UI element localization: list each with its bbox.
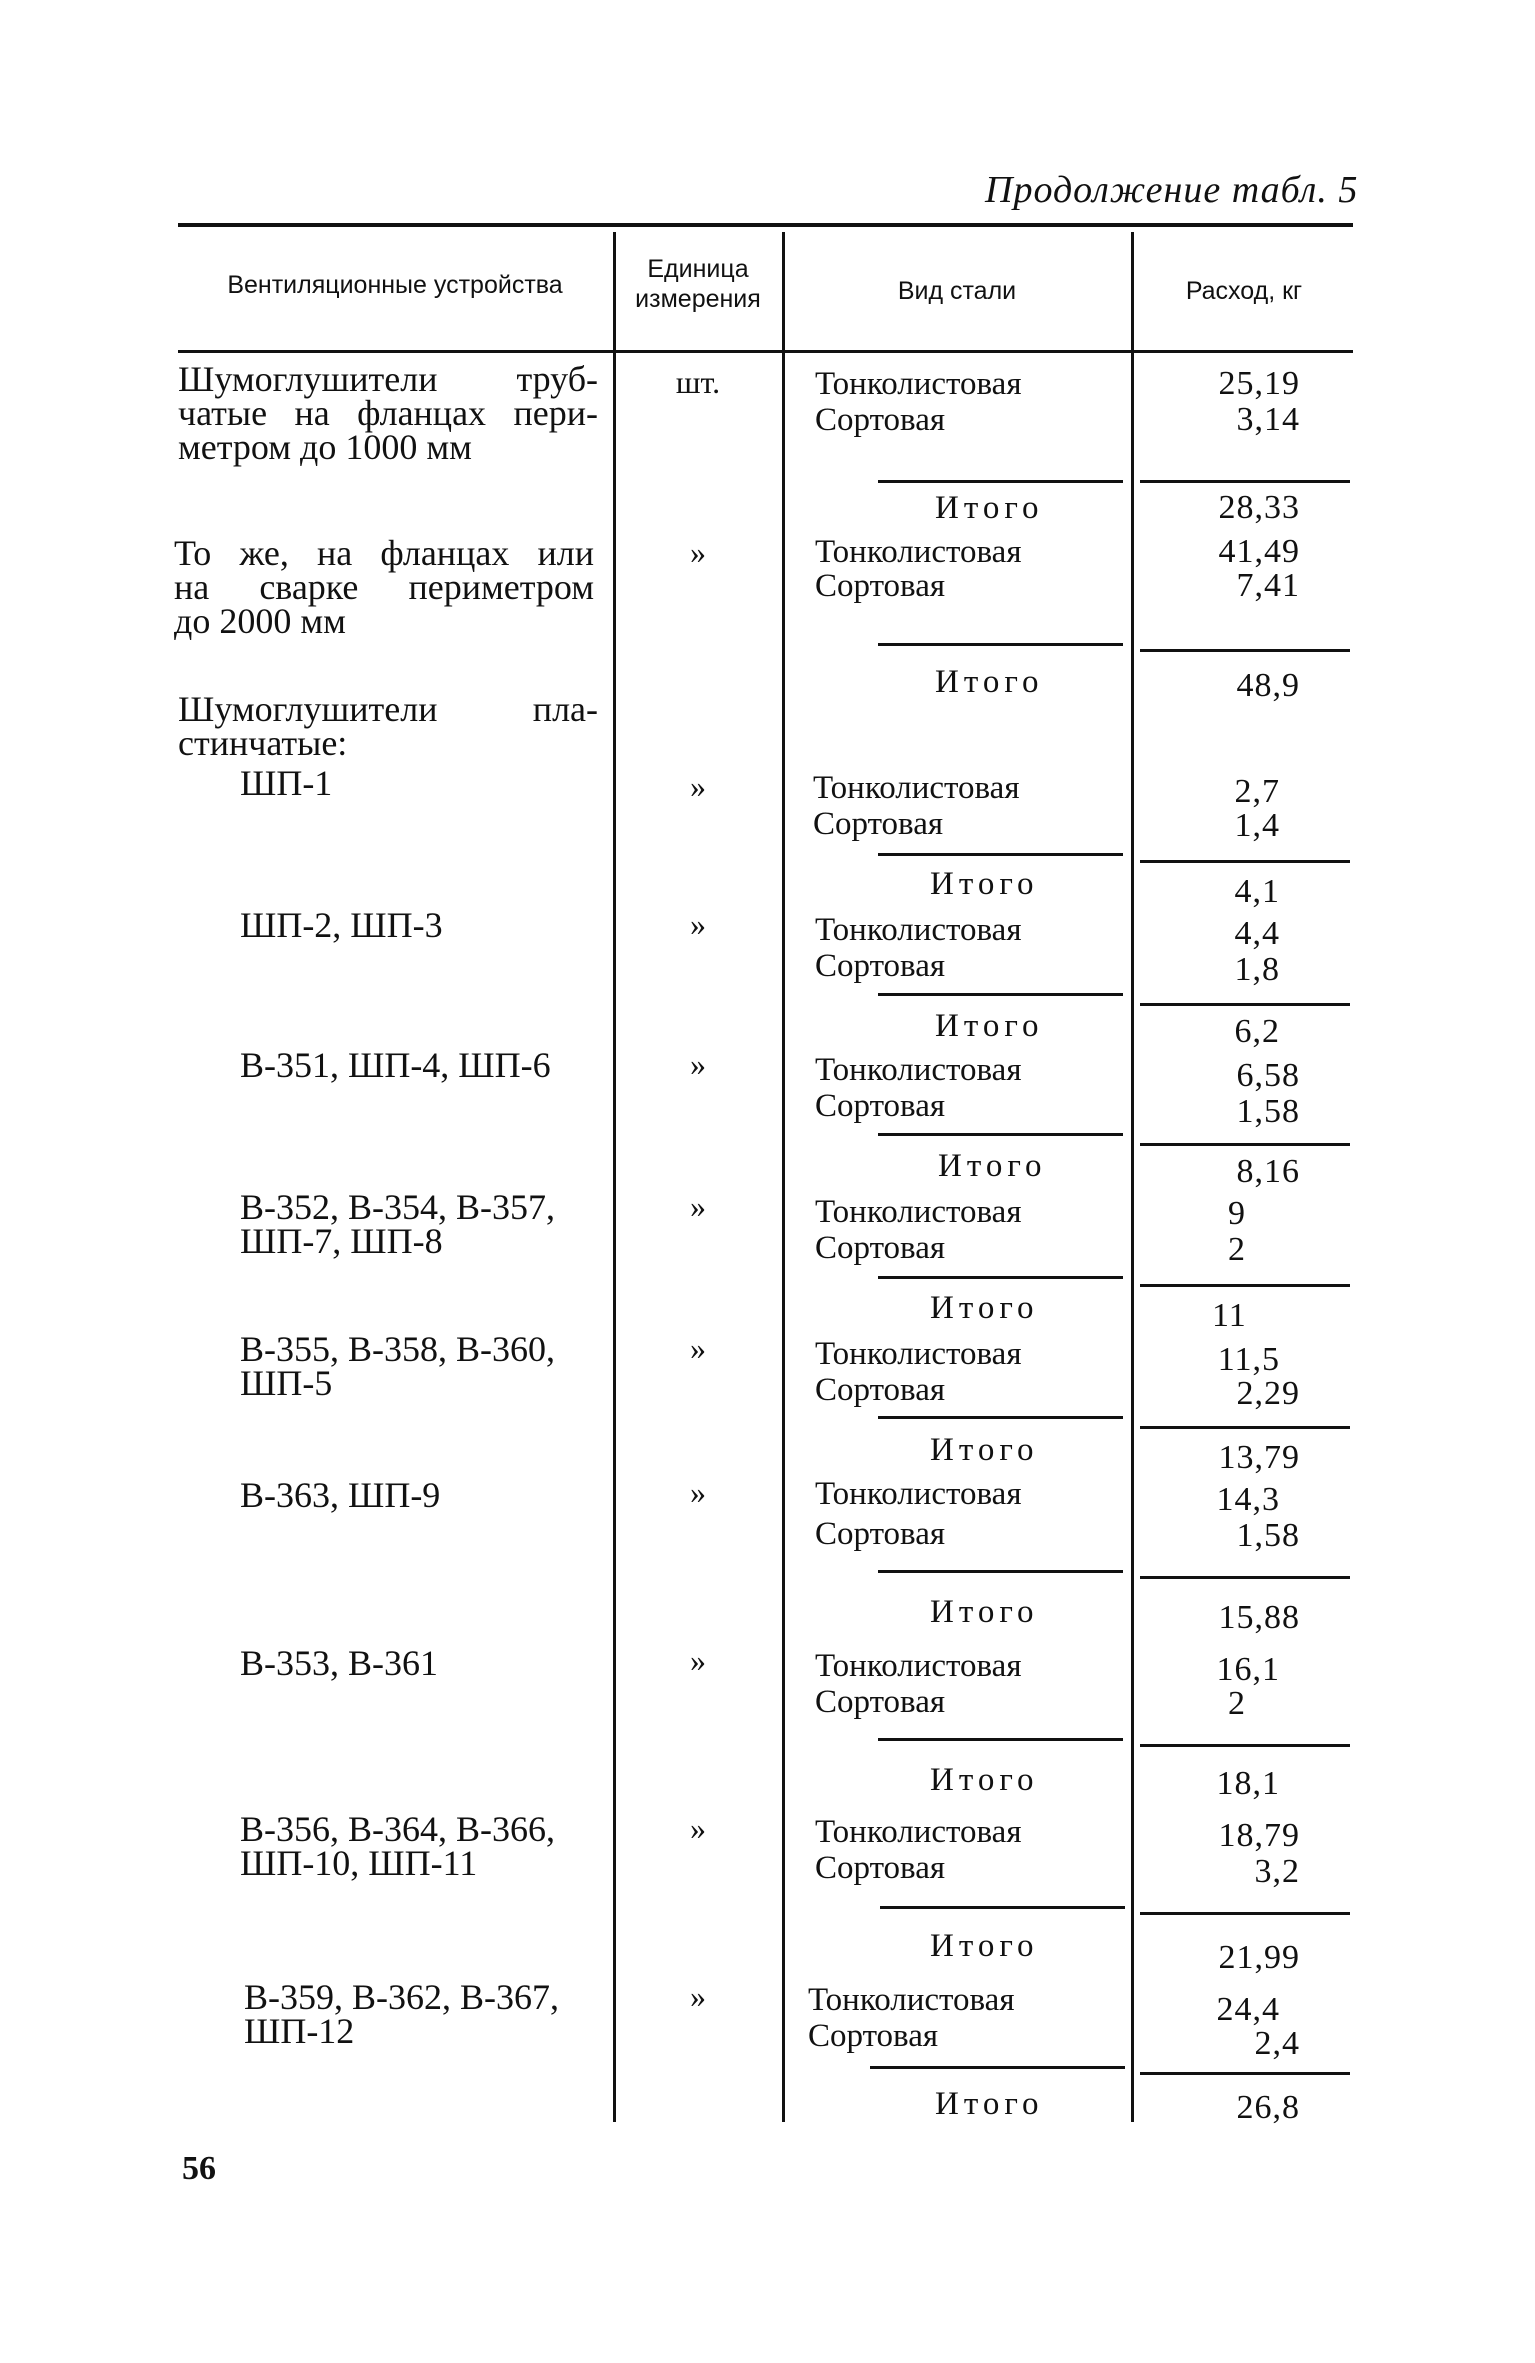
subtotal-rule xyxy=(1140,480,1350,483)
column-divider-1 xyxy=(613,232,616,2122)
steel-type: Сортовая xyxy=(815,1516,946,1552)
column-divider-3 xyxy=(1131,232,1134,2122)
subtotal-rule xyxy=(878,1570,1123,1573)
consumption-value: 1,58 xyxy=(1236,1517,1300,1554)
consumption-value: 4,4 xyxy=(1234,915,1280,952)
total-value: 21,99 xyxy=(1218,1939,1300,1976)
header-device: Вентиляционные устройства xyxy=(227,271,563,299)
total-value: 11 xyxy=(1212,1297,1247,1334)
steel-type: Сортовая xyxy=(815,1850,946,1886)
device-line: ШП-2, ШП-3 xyxy=(240,905,443,945)
unit-cell: » xyxy=(690,1330,706,1366)
total-value: 15,88 xyxy=(1218,1599,1300,1636)
steel-type: Тонколистовая xyxy=(815,1194,1022,1230)
unit-cell: » xyxy=(690,1188,706,1224)
total-label: Итого xyxy=(938,1148,1047,1184)
consumption-value: 7,41 xyxy=(1236,567,1300,604)
subtotal-rule xyxy=(878,1738,1123,1741)
header-unit xyxy=(616,254,780,314)
total-value: 18,1 xyxy=(1216,1765,1280,1802)
device-line: В-355, В-358, В-360, xyxy=(240,1329,555,1369)
steel-type: Тонколистовая xyxy=(815,534,1022,570)
steel-type: Сортовая xyxy=(815,1230,946,1266)
total-value: 48,9 xyxy=(1236,667,1300,704)
device-name xyxy=(244,1977,559,2051)
subtotal-rule xyxy=(878,1276,1123,1279)
device-line: чатые на фланцах пери- xyxy=(178,393,598,433)
steel-type: Тонколистовая xyxy=(815,1336,1022,1372)
consumption-value: 3,2 xyxy=(1254,1853,1300,1890)
steel-type: Сортовая xyxy=(815,1684,946,1720)
header-bottom-rule xyxy=(178,350,1353,353)
steel-type: Сортовая xyxy=(815,1372,946,1408)
consumption-value: 6,58 xyxy=(1236,1057,1300,1094)
device-line: ШП-1 xyxy=(240,763,333,803)
plate-silencers-heading xyxy=(178,689,598,763)
unit-cell: » xyxy=(690,1810,706,1846)
consumption-value: 1,4 xyxy=(1234,807,1280,844)
steel-type: Тонколистовая xyxy=(815,1052,1022,1088)
subtotal-rule xyxy=(878,1133,1123,1136)
total-label: Итого xyxy=(930,1928,1039,1964)
total-value: 4,1 xyxy=(1234,873,1280,910)
steel-type: Тонколистовая xyxy=(815,366,1022,402)
consumption-value: 3,14 xyxy=(1236,401,1300,438)
total-label: Итого xyxy=(935,2086,1044,2122)
device-name xyxy=(174,533,594,641)
total-label: Итого xyxy=(935,1008,1044,1044)
consumption-value: 2,7 xyxy=(1234,773,1280,810)
device-line: В-359, В-362, В-367, xyxy=(244,1977,559,2017)
total-value: 13,79 xyxy=(1218,1439,1300,1476)
subtotal-rule xyxy=(1140,1003,1350,1006)
consumption-value: 16,1 xyxy=(1216,1651,1280,1688)
table-caption: Продолжение табл. 5 xyxy=(985,169,1359,211)
device-line: В-356, В-364, В-366, xyxy=(240,1809,555,1849)
consumption-value: 2 xyxy=(1228,1231,1246,1268)
device-name xyxy=(240,1329,555,1403)
subtotal-rule xyxy=(1140,860,1350,863)
device-line: ШП-12 xyxy=(244,2011,355,2051)
column-divider-2 xyxy=(782,232,785,2122)
table-top-rule xyxy=(178,223,1353,227)
header-steel: Вид стали xyxy=(897,277,1017,305)
steel-type: Тонколистовая xyxy=(813,770,1020,806)
subtotal-rule xyxy=(1140,1284,1350,1287)
device-line: до 2000 мм xyxy=(174,601,346,641)
device-line: В-353, В-361 xyxy=(240,1643,438,1683)
device-line: ШП-7, ШП-8 xyxy=(240,1221,443,1261)
steel-type: Сортовая xyxy=(808,2018,939,2054)
unit-cell: » xyxy=(690,906,706,942)
subtotal-rule xyxy=(878,853,1123,856)
device-line: В-351, ШП-4, ШП-6 xyxy=(240,1045,551,1085)
consumption-value: 1,58 xyxy=(1236,1093,1300,1130)
steel-type: Сортовая xyxy=(815,402,946,438)
device-line: ШП-5 xyxy=(240,1363,333,1403)
steel-type: Тонколистовая xyxy=(815,1476,1022,1512)
subtotal-rule xyxy=(878,1416,1123,1419)
steel-type: Сортовая xyxy=(815,568,946,604)
consumption-value: 11,5 xyxy=(1217,1341,1280,1378)
header-unit-line1: Единица xyxy=(647,255,749,283)
total-label: Итого xyxy=(935,664,1044,700)
consumption-value: 1,8 xyxy=(1234,951,1280,988)
steel-type: Тонколистовая xyxy=(815,1648,1022,1684)
consumption-value: 2,4 xyxy=(1254,2025,1300,2062)
total-label: Итого xyxy=(930,1762,1039,1798)
unit-cell: » xyxy=(690,534,706,570)
consumption-value: 24,4 xyxy=(1216,1991,1280,2028)
consumption-value: 41,49 xyxy=(1218,533,1300,570)
device-name xyxy=(240,1643,438,1683)
steel-type: Тонколистовая xyxy=(815,1814,1022,1850)
subtotal-rule xyxy=(870,2066,1125,2069)
steel-type: Тонколистовая xyxy=(815,912,1022,948)
subtotal-rule xyxy=(1140,1912,1350,1915)
consumption-value: 18,79 xyxy=(1218,1817,1300,1854)
device-line: на сварке периметром xyxy=(174,567,594,607)
heading-line: стинчатые: xyxy=(178,723,348,763)
heading-line: Шумоглушители пла- xyxy=(178,689,598,729)
unit-cell: шт. xyxy=(675,364,721,400)
device-name xyxy=(240,1809,555,1883)
total-label: Итого xyxy=(935,490,1044,526)
device-name xyxy=(240,905,443,945)
subtotal-rule xyxy=(878,480,1123,483)
subtotal-rule xyxy=(1140,1426,1350,1429)
steel-type: Сортовая xyxy=(815,1088,946,1124)
device-line: Шумоглушители труб- xyxy=(178,359,598,399)
subtotal-rule xyxy=(1140,1143,1350,1146)
device-name xyxy=(240,763,333,803)
subtotal-rule xyxy=(878,643,1123,646)
total-label: Итого xyxy=(930,1432,1039,1468)
unit-cell: » xyxy=(690,1642,706,1678)
consumption-value: 14,3 xyxy=(1216,1481,1280,1518)
device-name xyxy=(240,1475,441,1515)
subtotal-rule xyxy=(1140,649,1350,652)
device-line: В-352, В-354, В-357, xyxy=(240,1187,555,1227)
device-name xyxy=(240,1045,551,1085)
total-value: 28,33 xyxy=(1218,489,1300,526)
total-label: Итого xyxy=(930,1290,1039,1326)
subtotal-rule xyxy=(1140,1576,1350,1579)
device-line: ШП-10, ШП-11 xyxy=(240,1843,478,1883)
subtotal-rule xyxy=(1140,2072,1350,2075)
device-line: В-363, ШП-9 xyxy=(240,1475,441,1515)
unit-cell: » xyxy=(690,1046,706,1082)
device-name xyxy=(240,1187,555,1261)
device-line: То же, на фланцах или xyxy=(174,533,594,573)
device-line: метром до 1000 мм xyxy=(178,427,472,467)
device-name xyxy=(178,359,598,467)
total-label: Итого xyxy=(930,866,1039,902)
unit-cell: » xyxy=(690,1474,706,1510)
subtotal-rule xyxy=(880,1906,1125,1909)
total-label: Итого xyxy=(930,1594,1039,1630)
subtotal-rule xyxy=(878,993,1123,996)
steel-type: Сортовая xyxy=(815,948,946,984)
unit-cell: » xyxy=(690,1978,706,2014)
header-consumption: Расход, кг xyxy=(1185,277,1303,305)
total-value: 6,2 xyxy=(1234,1013,1280,1050)
steel-type: Тонколистовая xyxy=(808,1982,1015,2018)
subtotal-rule xyxy=(1140,1744,1350,1747)
consumption-value: 2 xyxy=(1228,1685,1246,1722)
consumption-value: 2,29 xyxy=(1236,1375,1300,1412)
unit-cell: » xyxy=(690,768,706,804)
total-value: 8,16 xyxy=(1236,1153,1300,1190)
consumption-value: 25,19 xyxy=(1218,365,1300,402)
consumption-value: 9 xyxy=(1228,1195,1246,1232)
total-value: 26,8 xyxy=(1236,2089,1300,2126)
header-unit-line2: измерения xyxy=(635,285,761,313)
steel-type: Сортовая xyxy=(813,806,944,842)
page-number: 56 xyxy=(182,2150,216,2187)
